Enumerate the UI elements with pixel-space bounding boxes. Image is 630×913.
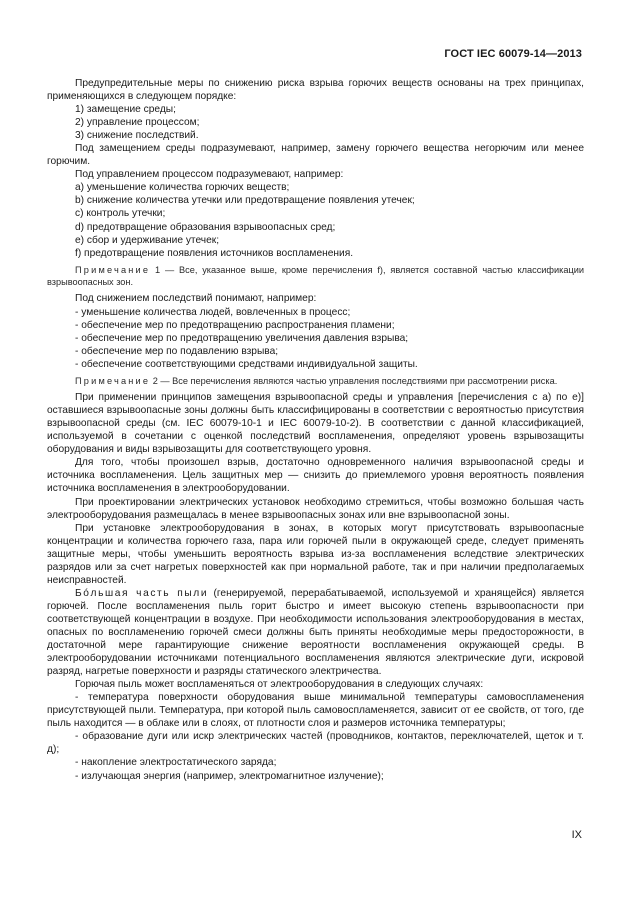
page-number: IX (571, 829, 582, 841)
list-item: f) предотвращение появления источников воспламенения. (75, 247, 354, 259)
list-item: - обеспечение мер по предотвращению распространения пламени; (75, 319, 395, 331)
list-item: b) снижение количества утечки или предотвращение появления утечек; (75, 195, 415, 207)
dust-text: (генерируемой, перерабатываемой, используемой и хранящейся) является горючей. После воспламенения пыль горит быстро и имеет высокую степень взрывоопасности при соответствующей концентрации в воздухе. При необходимости использования электрооборудования в местах, опасных по воспламенению горючей смеси должны быть приняты необходимые меры предосторожности, в достаточной мере гарантирующие снижение вероятности воспламенения окружающей среды. В электрооборудовании источниками потенциального воспламенения являются электрические дуги, искровой разряд, нагретые поверхности и разряды статического электричества. (47, 587, 585, 678)
paragraph-design: При проектировании электрических установок необходимо стремиться, чтобы возможно большая часть электрооборудования размещалась в менее взрывоопасных зонах или вне взрывоопасной зоны. (47, 496, 584, 521)
paragraph-substitution: Под замещением среды подразумевают, например, замену горючего вещества негорючим или менее горючим. (47, 143, 584, 168)
list-item: a) уменьшение количества горючих веществ; (75, 182, 290, 194)
paragraph-radiation: - излучающая энергия (например, электромагнитное излучение); (75, 770, 384, 782)
list-item: - уменьшение количества людей, вовлеченных в процесс; (75, 306, 351, 318)
list-item: 1) замещение среды; (75, 104, 176, 116)
paragraph-process-control: Под управлением процессом подразумевают, например: (75, 169, 344, 181)
paragraph-principles: Предупредительные меры по снижению риска взрыва горючих веществ основаны на трех принципах, применяющихся в следующем порядке: (47, 78, 584, 103)
paragraph-classification: При применении принципов замещения взрывоопасной среды и управления [перечисления с а) по е)] оставшиеся взрывоопасные зоны должны быть классифицированы в соответствии с вероятностью присутствия взрывоопасной среды (см. IEC 60079-10-1 и IEC 60079-10-2). В соответствии с данной классификацией, используемой в сочетании с оценкой последствий воспламенения, определяют уровень взрывозащиты оборудования и виды взрывозащиты для соответствующего уровня. (47, 392, 584, 456)
document-body (47, 77, 584, 783)
note-1 (47, 264, 584, 289)
list-item: - обеспечение мер по подавлению взрыва; (75, 345, 279, 357)
list-consequences (47, 306, 584, 371)
list-item: d) предотвращение образования взрывоопасных сред; (75, 221, 336, 233)
note-label: Примечание (75, 264, 151, 275)
paragraph-static: - накопление электростатического заряда; (75, 757, 277, 769)
list-item: e) сбор и удерживание утечек; (75, 234, 220, 246)
list-item: - обеспечение соответствующими средствами индивидуальной защиты. (75, 358, 418, 370)
paragraph-installation: При установке электрооборудования в зонах, в которых могут присутствовать взрывоопасные концентрации и количества горючего газа, пара или горючей пыли в окружающей среде, следует применять защитные меры, чтобы уменьшить вероятность взрыва из-за воспламенения вследствие электрических разрядов или за счет нагретых поверхностей как при нормальной работе, так и при наличии предполагаемых неисправностей. (47, 522, 584, 586)
dust-lead: Бóльшая часть пыли (75, 587, 209, 599)
note-text: 2 — Все перечисления являются частью управления последствиями при рассмотрении риска. (150, 375, 558, 386)
standard-header: ГОСТ IEC 60079-14—2013 (444, 48, 582, 60)
list-item: 3) снижение последствий. (75, 130, 199, 142)
list-item: c) контроль утечки; (75, 208, 166, 220)
list-principles (47, 103, 584, 142)
note-2 (47, 375, 584, 387)
list-process-control (47, 181, 584, 259)
paragraph-surface-temp: - температура поверхности оборудования выше минимальной температуры самовоспламенения присутствующей пыли. Температура, при которой пыль самовоспламеняется, зависит от ее свойств, от того, где пыль находится — в облаке или в слоях, от плотности слоя и размеров источника температуры; (47, 692, 584, 730)
note-text: 1 — Все, указанное выше, кроме перечисления f), является составной частью классификации взрывоопасных зон. (47, 264, 584, 288)
paragraph-dust (47, 587, 584, 678)
paragraph-dust-ignition: Горючая пыль может воспламеняться от электрооборудования в следующих случаях: (75, 679, 484, 691)
paragraph-arcs: - образование дуги или искр электрических частей (проводников, контактов, переключателей, щеток и т. д); (47, 731, 584, 756)
paragraph-explosion-conditions: Для того, чтобы произошел взрыв, достаточно одновременного наличия взрывоопасной среды и источника воспламенения. Цель защитных мер — снизить до приемлемого уровня вероятность появления источника воспламенения в электрооборудовании. (47, 457, 584, 495)
paragraph-consequences: Под снижением последствий понимают, например: (75, 293, 317, 305)
list-item: 2) управление процессом; (75, 117, 200, 129)
note-label: Примечание (75, 375, 151, 386)
list-item: - обеспечение мер по предотвращению увеличения давления взрыва; (75, 332, 409, 344)
